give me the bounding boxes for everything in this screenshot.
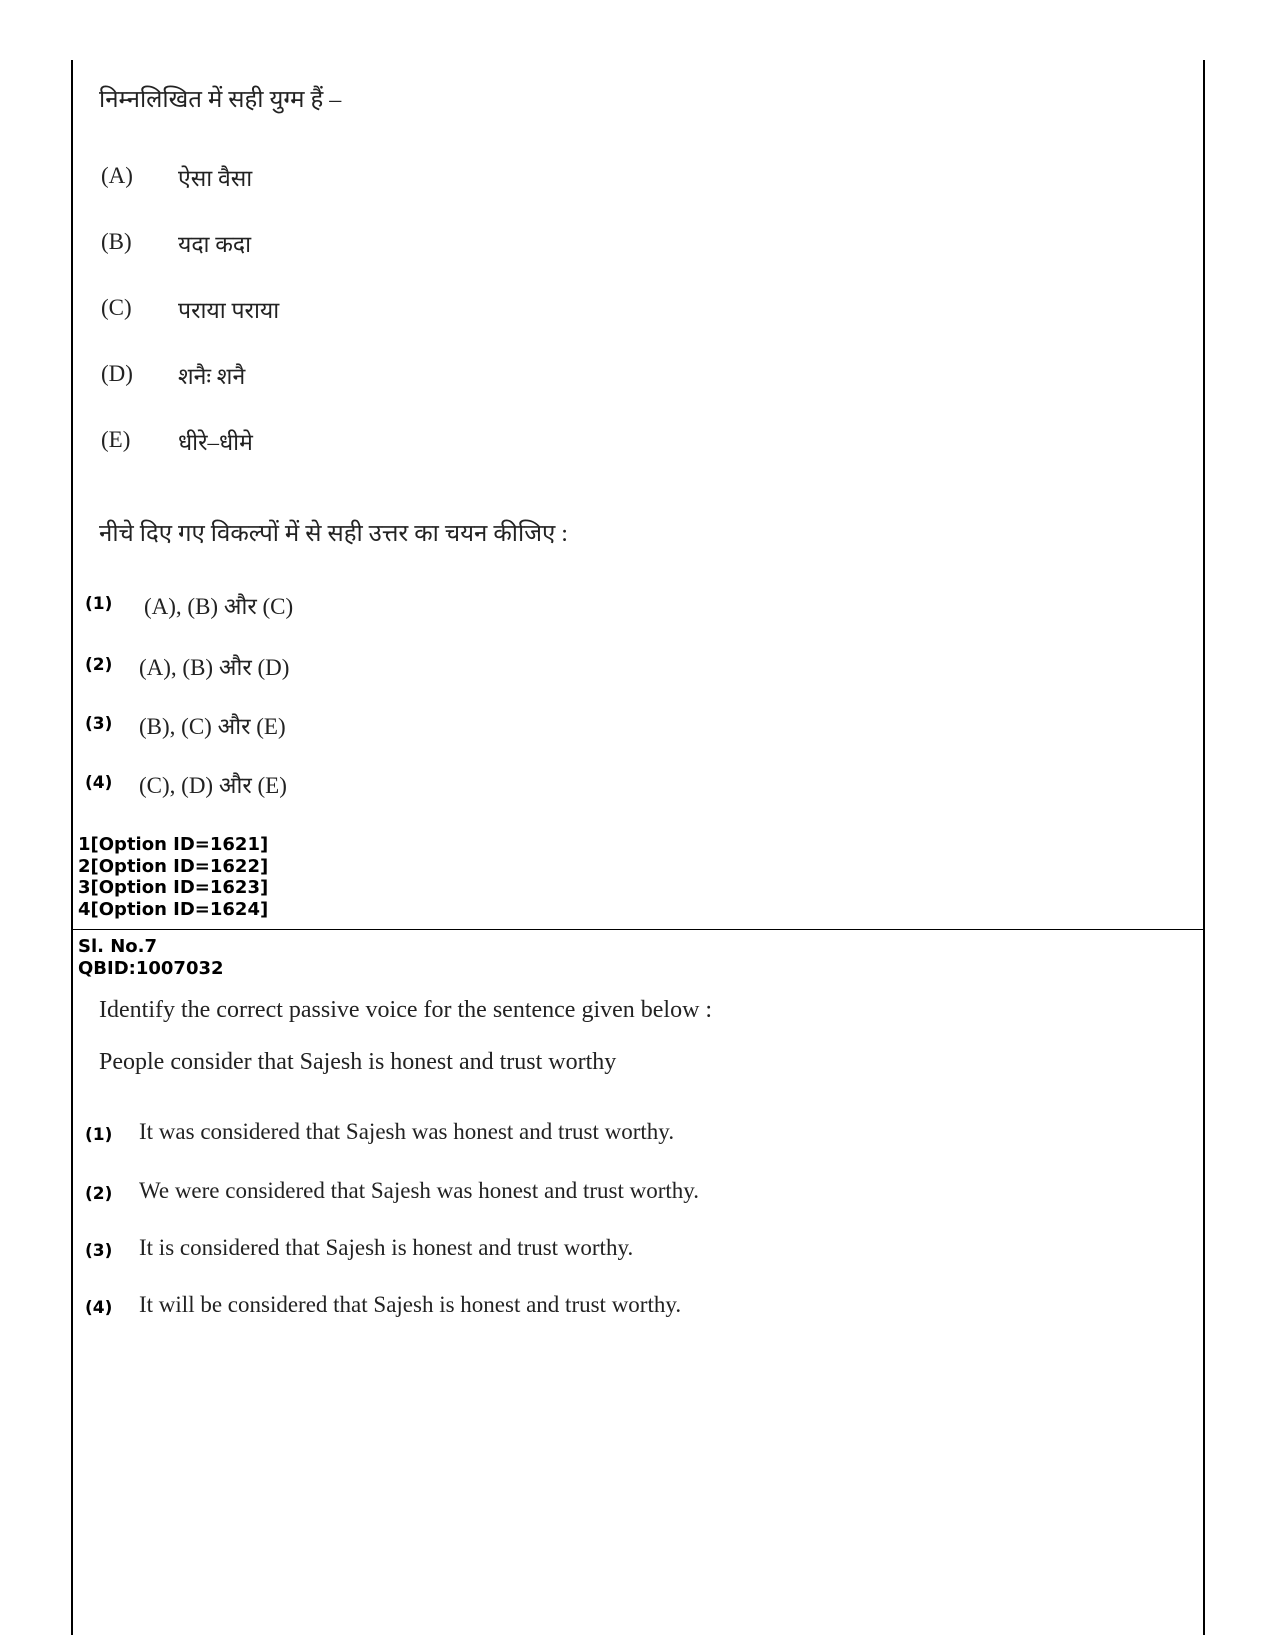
q7-stem: Identify the correct passive voice for the sentence given below : bbox=[99, 997, 713, 1023]
pair-text: धीरे–धीमे bbox=[178, 430, 253, 455]
pair-label: (B) bbox=[101, 229, 132, 254]
q6-instruction: नीचे दिए गए विकल्पों में से सही उत्तर का चयन कीजिए : bbox=[99, 521, 568, 547]
option-number: (2) bbox=[85, 655, 113, 675]
right-border bbox=[1203, 60, 1205, 1635]
pair-label: (E) bbox=[101, 427, 131, 452]
option-id: 3[Option ID=1623] bbox=[78, 877, 269, 898]
q7-sentence: People consider that Sajesh is honest and trust worthy bbox=[99, 1049, 617, 1075]
option-number: (2) bbox=[85, 1184, 113, 1204]
pair-label: (C) bbox=[101, 295, 132, 320]
option-id-list bbox=[78, 834, 268, 920]
option-number: (4) bbox=[85, 773, 113, 793]
option-text[interactable]: It is considered that Sajesh is honest and trust worthy. bbox=[139, 1235, 634, 1260]
serial-number: Sl. No.7 bbox=[78, 936, 158, 957]
option-number: (1) bbox=[85, 594, 113, 614]
option-text[interactable]: (A), (B) और (D) bbox=[139, 655, 290, 680]
option-id: 1[Option ID=1621] bbox=[78, 834, 269, 855]
question-divider bbox=[71, 929, 1205, 930]
option-text[interactable]: It was considered that Sajesh was honest and trust worthy. bbox=[139, 1119, 675, 1144]
q6-stem: निम्नलिखित में सही युग्म हैं – bbox=[99, 87, 342, 113]
option-text[interactable]: We were considered that Sajesh was honest and trust worthy. bbox=[139, 1178, 700, 1203]
pair-text: शनैः शनै bbox=[178, 364, 246, 389]
option-text[interactable]: (C), (D) और (E) bbox=[139, 773, 287, 798]
qbid: QBID:1007032 bbox=[78, 957, 224, 979]
option-id: 4[Option ID=1624] bbox=[78, 898, 269, 920]
pair-text: पराया पराया bbox=[178, 298, 280, 323]
option-number: (3) bbox=[85, 1241, 113, 1261]
option-text[interactable]: (A), (B) और (C) bbox=[144, 594, 294, 619]
left-border bbox=[71, 60, 73, 1635]
option-text[interactable]: (B), (C) और (E) bbox=[139, 714, 286, 739]
option-number: (3) bbox=[85, 714, 113, 734]
option-number: (1) bbox=[85, 1125, 113, 1145]
pair-text: यदा कदा bbox=[178, 232, 252, 257]
option-id: 2[Option ID=1622] bbox=[78, 855, 269, 877]
pair-text: ऐसा वैसा bbox=[178, 166, 253, 191]
question-meta bbox=[78, 936, 224, 979]
pair-label: (A) bbox=[101, 163, 133, 188]
option-text[interactable]: It will be considered that Sajesh is honest and trust worthy. bbox=[139, 1292, 682, 1317]
option-number: (4) bbox=[85, 1298, 113, 1318]
pair-label: (D) bbox=[101, 361, 133, 386]
